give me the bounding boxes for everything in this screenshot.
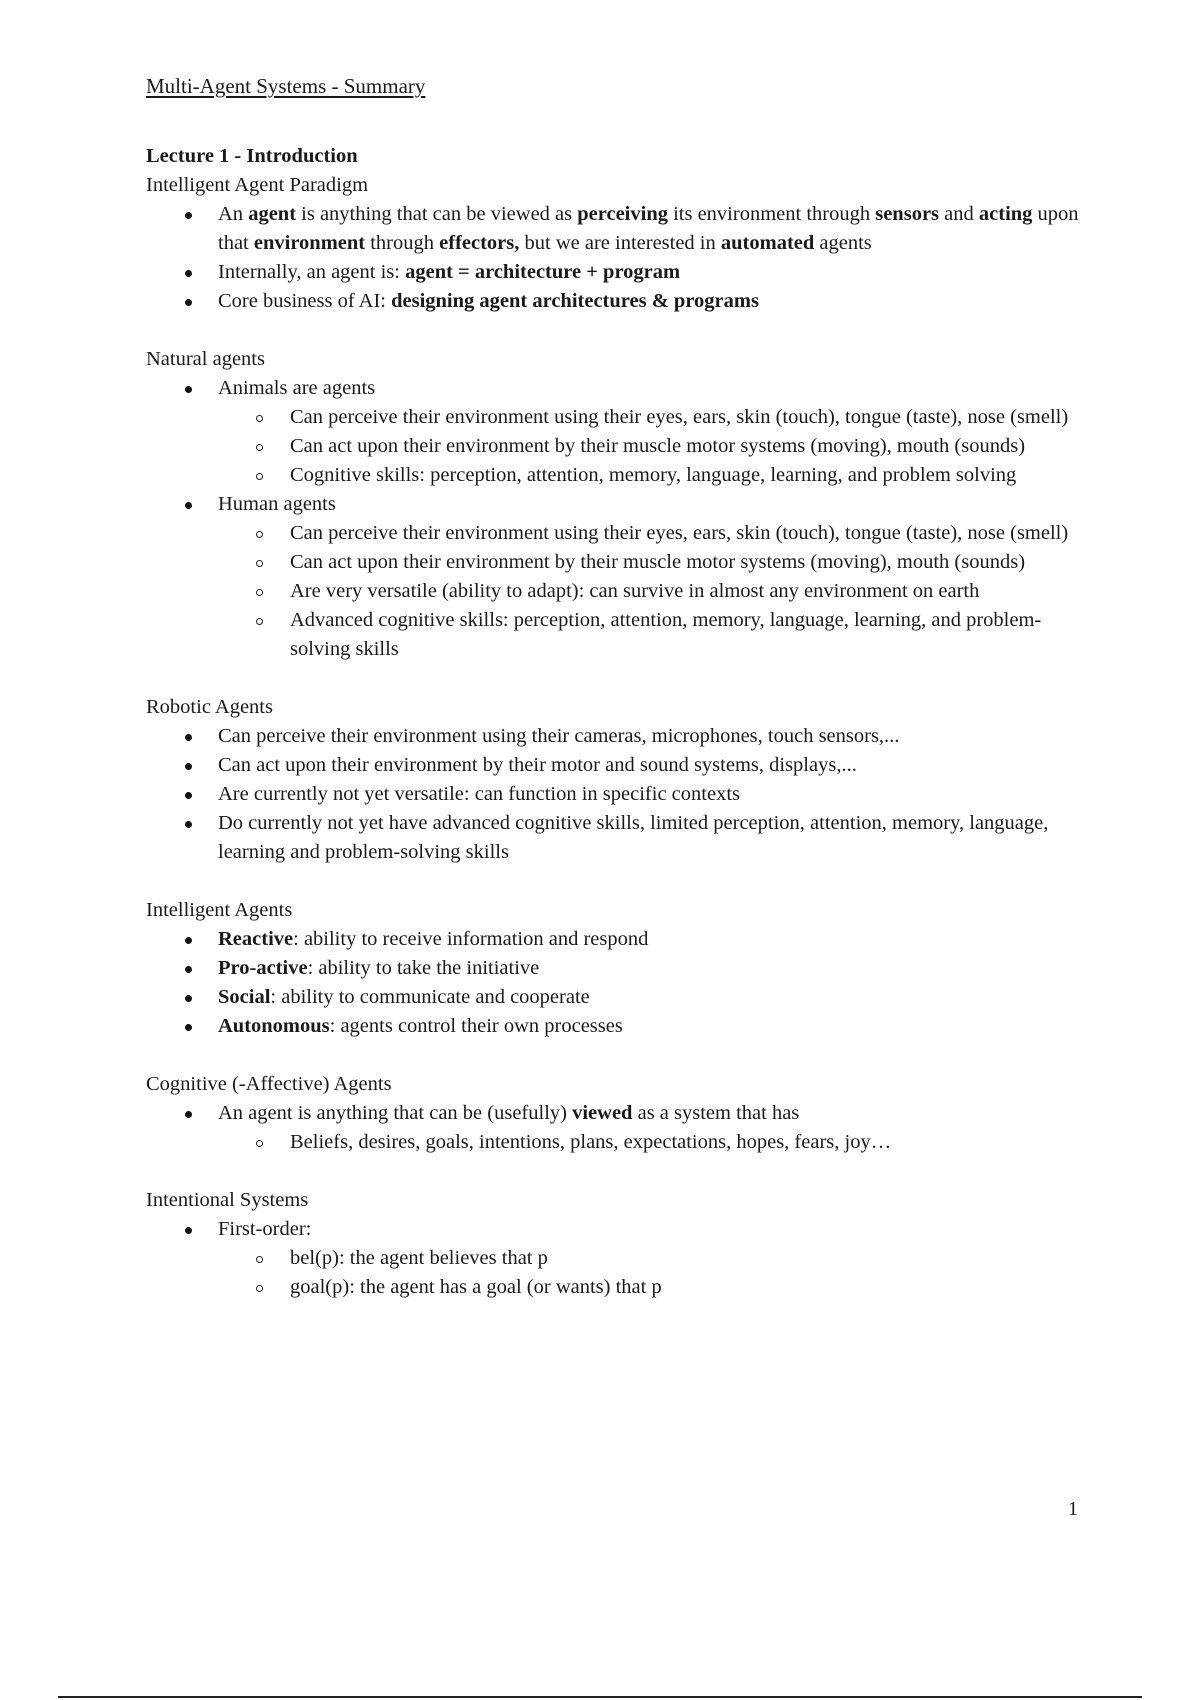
document-title: Multi-Agent Systems - Summary [146, 74, 426, 98]
section-cognitive-agents [146, 1070, 1086, 1157]
list-item: First-order: bel(p): the agent believes that p goal(p): the agent has a goal (or wants) that p [146, 1215, 1086, 1302]
list-item: Internally, an agent is: agent = architecture + program [146, 258, 1086, 287]
sub-list-item: bel(p): the agent believes that p [218, 1244, 1086, 1273]
list-item: An agent is anything that can be viewed as perceiving its environment through sensors and acting upon that environment through effectors, but we are interested in automated agents [146, 200, 1086, 258]
list-item: Autonomous: agents control their own processes [146, 1012, 1086, 1041]
section-heading-paradigm: Intelligent Agent Paradigm [146, 174, 369, 196]
sub-list-item: Beliefs, desires, goals, intentions, plans, expectations, hopes, fears, joy… [218, 1128, 1086, 1157]
list-item: Social: ability to communicate and cooperate [146, 983, 1086, 1012]
section-intelligent-agents [146, 896, 1086, 1041]
sub-list-item: Are very versatile (ability to adapt): can survive in almost any environment on earth [218, 577, 1086, 606]
document-page [146, 72, 1086, 1331]
sub-list-item: goal(p): the agent has a goal (or wants) that p [218, 1273, 1086, 1302]
section-robotic-agents [146, 693, 1086, 867]
section-heading-intelligent: Intelligent Agents [146, 899, 293, 921]
page-number: 1 [1068, 1498, 1078, 1520]
section-intentional-systems [146, 1186, 1086, 1302]
list-item: Can act upon their environment by their motor and sound systems, displays,... [146, 751, 1086, 780]
sub-list-item: Can perceive their environment using their eyes, ears, skin (touch), tongue (taste), nose (smell) [218, 403, 1086, 432]
section-intelligent-agent-paradigm [146, 142, 1086, 316]
sub-list-item: Advanced cognitive skills: perception, attention, memory, language, learning, and problem-solving skills [218, 606, 1086, 664]
list-item: Human agents Can perceive their environment using their eyes, ears, skin (touch), tongue (taste), nose (smell) Can act upon their environment by their muscle motor systems (moving), mouth (sounds) Are very versatile (ability to adapt): can survive in almost any environment on earth Advanced cognitive skills: perception, attention, memory, language, learning, and problem-solving skills [146, 490, 1086, 664]
lecture-heading: Lecture 1 - Introduction [146, 145, 358, 167]
list-item: Reactive: ability to receive information and respond [146, 925, 1086, 954]
section-heading-natural: Natural agents [146, 348, 265, 370]
list-item: Do currently not yet have advanced cognitive skills, limited perception, attention, memory, language, learning and problem-solving skills [146, 809, 1086, 867]
sub-list-item: Can act upon their environment by their muscle motor systems (moving), mouth (sounds) [218, 548, 1086, 577]
list-item: Can perceive their environment using their cameras, microphones, touch sensors,... [146, 722, 1086, 751]
list-item: Animals are agents Can perceive their environment using their eyes, ears, skin (touch), tongue (taste), nose (smell) Can act upon their environment by their muscle motor systems (moving), mouth (sounds) Cognitive skills: perception, attention, memory, language, learning, and problem solving [146, 374, 1086, 490]
sub-list-item: Can perceive their environment using their eyes, ears, skin (touch), tongue (taste), nose (smell) [218, 519, 1086, 548]
section-heading-intentional: Intentional Systems [146, 1189, 309, 1211]
list-item: Are currently not yet versatile: can function in specific contexts [146, 780, 1086, 809]
section-natural-agents [146, 345, 1086, 664]
sub-list-item: Cognitive skills: perception, attention, memory, language, learning, and problem solving [218, 461, 1086, 490]
section-heading-cognitive: Cognitive (-Affective) Agents [146, 1073, 392, 1095]
sub-list-item: Can act upon their environment by their muscle motor systems (moving), mouth (sounds) [218, 432, 1086, 461]
list-item: An agent is anything that can be (usefully) viewed as a system that has Beliefs, desires, goals, intentions, plans, expectations, hopes, fears, joy… [146, 1099, 1086, 1157]
list-item: Core business of AI: designing agent architectures & programs [146, 287, 1086, 316]
section-heading-robotic: Robotic Agents [146, 696, 273, 718]
paradigm-list [146, 200, 1086, 316]
list-item: Pro-active: ability to take the initiative [146, 954, 1086, 983]
footer-divider [58, 1696, 1142, 1698]
